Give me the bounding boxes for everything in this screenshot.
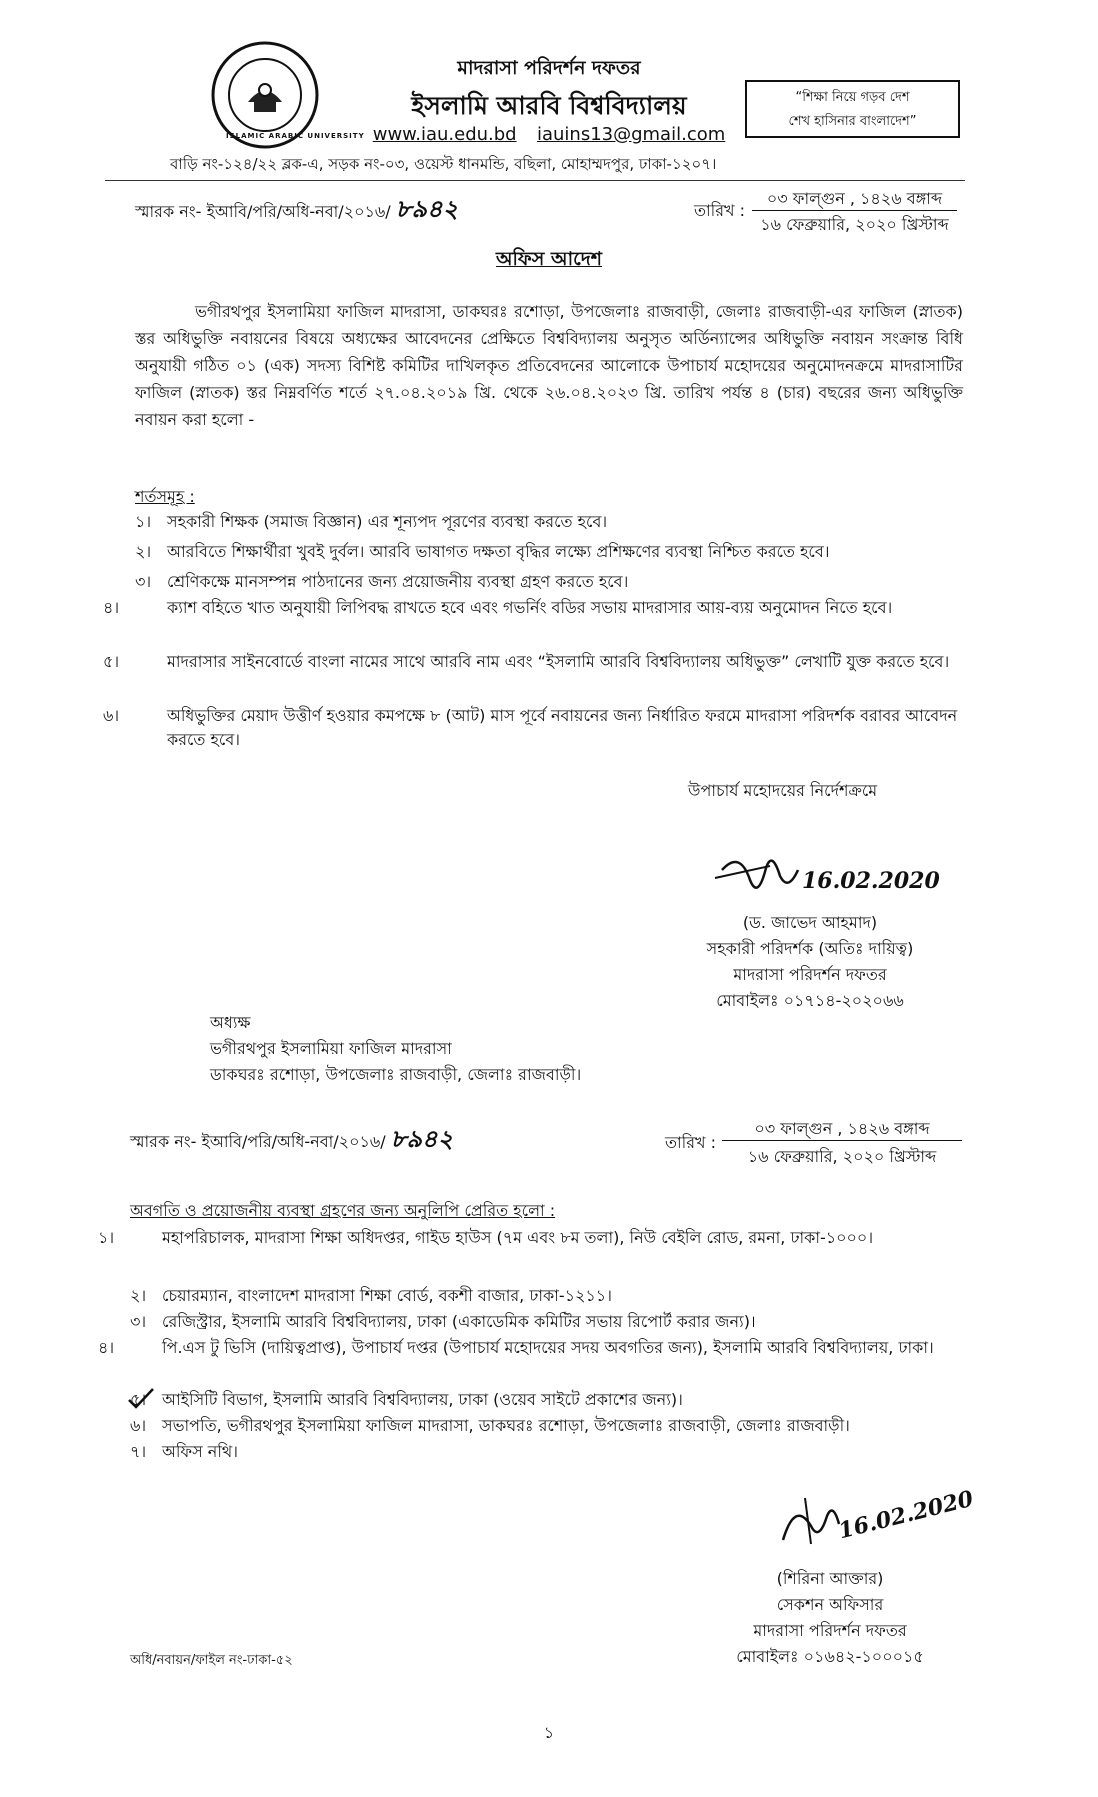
office-name: মাদরাসা পরিদর্শন দফতর [457,57,641,79]
tick-mark-icon [126,1386,156,1410]
memo-2-ref [130,1124,454,1153]
memo-2-ref-number-handwritten: ৮৯৪২ [390,1124,454,1153]
website-link[interactable]: www.iau.edu.bd [372,124,517,145]
slogan-box [745,80,960,138]
signature-2 [775,1480,975,1560]
slogan-line-2: শেখ হাসিনার বাংলাদেশ” [788,114,917,129]
slogan-line-1: “শিক্ষা নিয়ে গড়ব দেশ [795,90,910,105]
page-number: ১ [543,1723,555,1742]
condition-item: ১। সহকারী শিক্ষক (সমাজ বিজ্ঞান) এর শূন্যপদ পূরণের ব্যবস্থা করতে হবে। [135,512,608,531]
copy-item: ১। মহাপরিচালক, মাদরাসা শিক্ষা অধিদপ্তর, গাইড হাউস (৭ম এবং ৮ম তলা), নিউ বেইলি রোড, রমনা, ঢাকা-১০০০। [98,1228,874,1247]
file-reference: অধি/নবায়ন/ফাইল নং-ঢাকা-৫২ [130,1653,293,1668]
order-body: ভগীরথপুর ইসলামিয়া ফাজিল মাদরাসা, ডাকঘরঃ রশোড়া, উপজেলাঃ রাজবাড়ী, জেলাঃ রাজবাড়ী-এর ফাজিল (স্নাতক) স্তর অধিভুক্তি নবায়নের বিষয়ে অধ্যক্ষের আবেদনের প্রেক্ষিতে বিশ্ববিদ্যালয় অনুসৃত অর্ডিন্যান্সের অধিভুক্তি নবায়ন সংক্রান্ত বিধি অনুযায়ী গঠিত ০১ (এক) সদস্য বিশিষ্ট কমিটির দাখিলকৃত প্রতিবেদনের আলোকে উপাচার্য মহোদয়ের অনুমোদনক্রমে মাদরাসাটির ফাজিল (স্নাতক) স্তর নিম্নবর্ণিত শর্তে ২৭.০৪.২০১৯ খ্রি. থেকে ২৬.০৪.২০২৩ খ্রি. তারিখ পর্যন্ত ৪ (চার) বছরের জন্য অধিভুক্তি নবায়ন করা হলো - [135,302,963,429]
order-title: অফিস আদেশ [496,248,602,270]
instruction-line: উপাচার্য মহোদয়ের নির্দেশক্রমে [688,781,878,800]
condition-item: ৩। শ্রেণিকক্ষে মানসম্পন্ন পাঠদানের জন্য প্রয়োজনীয় ব্যবস্থা গ্রহণ করতে হবে। [135,572,629,591]
signatory-1-name: (ড. জাভেদ আহমাদ) [742,913,878,932]
memo-2-date-label: তারিখ : [665,1133,717,1152]
recipient-address: ডাকঘরঃ রশোড়া, উপজেলাঃ রাজবাড়ী, জেলাঃ রাজবাড়ী। [210,1065,582,1084]
memo-2-date-bangla: ০৩ ফাল্গুন , ১৪২৬ বঙ্গাব্দ [722,1118,962,1141]
memo-date-bangla: ০৩ ফাল্গুন , ১৪২৬ বঙ্গাব্দ [752,188,957,211]
recipient-institution: ভগীরথপুর ইসলামিয়া ফাজিল মাদরাসা [210,1039,452,1058]
recipient-title: অধ্যক্ষ [210,1013,251,1032]
memo-2-date-english: ১৬ ফেব্রুয়ারি, ২০২০ খ্রিস্টাব্দ [747,1147,937,1166]
memo-date-english: ১৬ ফেব্রুয়ারি, ২০২০ খ্রিস্টাব্দ [760,215,949,234]
signature-2-date: 16.02.2020 [835,1485,976,1545]
copies-heading: অবগতি ও প্রয়োজনীয় ব্যবস্থা গ্রহণের জন্য অনুলিপি প্রেরিত হলো : [130,1201,556,1220]
condition-item: ৪। ক্যাশ বহিতে খাত অনুযায়ী লিপিবদ্ধ রাখতে হবে এবং গভর্নিং বডির সভায় মাদরাসার আয়-ব্যয় অনুমোদন নিতে হবে। [103,598,893,617]
signatory-1-designation: সহকারী পরিদর্শক (অতিঃ দায়িত্ব) [706,939,914,958]
signatory-2-designation: সেকশন অফিসার [776,1595,884,1614]
condition-item: ২। আরবিতে শিক্ষার্থীরা খুবই দুর্বল। আরবি ভাষাগত দক্ষতা বৃদ্ধির লক্ষ্যে প্রশিক্ষণের ব্যবস্থা নিশ্চিত করতে হবে। [135,542,830,561]
condition-item: ৬। অধিভুক্তির মেয়াদ উত্তীর্ণ হওয়ার কমপক্ষে ৮ (আট) মাস পূর্বে নবায়নের জন্য নির্ধারিত ফরমে মাদরাসা পরিদর্শক বরাবর আবেদন করতে হবে। [103,706,958,749]
header-divider [105,180,965,181]
copy-item: ৫। আইসিটি বিভাগ, ইসলামি আরবি বিশ্ববিদ্যালয়, ঢাকা (ওয়েব সাইটে প্রকাশের জন্য)। [130,1390,683,1409]
copy-item: ৬। সভাপতি, ভগীরথপুর ইসলামিয়া ফাজিল মাদরাসা, ডাকঘরঃ রশোড়া, উপজেলাঃ রাজবাড়ী, জেলাঃ রাজবাড়ী। [130,1416,850,1435]
university-name: ইসলামি আরবি বিশ্ববিদ্যালয় [411,91,687,120]
memo-ref [135,194,459,223]
address: বাড়ি নং-১২৪/২২ ব্লক-এ, সড়ক নং-০৩, ওয়েস্ট ধানমন্ডি, বছিলা, মোহাম্মদপুর, ঢাকা-১২০৭। [170,155,717,173]
signatory-2-name: (শিরিনা আক্তার) [776,1569,884,1588]
conditions-heading: শর্তসমূহ : [135,487,195,506]
copy-item: ৪। পি.এস টু ভিসি (দায়িত্বপ্রাপ্ত), উপাচার্য দপ্তর (উপাচার্য মহোদয়ের সদয় অবগতির জন্য), ইসলামি আরবি বিশ্ববিদ্যালয়, ঢাকা। [98,1338,934,1357]
signatory-1-mobile: মোবাইলঃ ০১৭১৪-২০২০৬৬ [716,991,904,1010]
signature-1 [710,840,970,910]
memo-ref-text: স্মারক নং- ইআবি/পরি/অধি-নবা/২০১৬/ [135,202,391,221]
memo-ref-number-handwritten: ৮৯৪২ [395,194,459,223]
email-link[interactable]: iauins13@gmail.com [536,124,726,145]
copy-item: ২। চেয়ারম্যান, বাংলাদেশ মাদরাসা শিক্ষা বোর্ড, বকশী বাজার, ঢাকা-১২১১। [130,1286,612,1305]
signatory-2-office: মাদরাসা পরিদর্শন দফতর [753,1621,907,1640]
memo-2-ref-text: স্মারক নং- ইআবি/পরি/অধি-নবা/২০১৬/ [130,1132,386,1151]
copy-item: ৭। অফিস নথি। [130,1442,238,1461]
signatory-2-mobile: মোবাইলঃ ০১৬৪২-১০০০১৫ [736,1647,924,1666]
memo-date-label: তারিখ : [694,201,746,220]
condition-item: ৫। মাদরাসার সাইনবোর্ডে বাংলা নামের সাথে আরবি নাম এবং “ইসলামি আরবি বিশ্ববিদ্যালয় অধিভুক্ত” লেখাটি যুক্ত করতে হবে। [103,652,950,671]
logo-text: ISLAMIC ARABIC UNIVERSITY [226,132,365,140]
signature-1-date: 16.02.2020 [802,868,940,894]
copy-item: ৩। রেজিস্ট্রার, ইসলামি আরবি বিশ্ববিদ্যালয়, ঢাকা (একাডেমিক কমিটির সভায় রিপোর্ট করার জন্য)। [130,1312,756,1331]
signatory-1-office: মাদরাসা পরিদর্শন দফতর [733,965,887,984]
